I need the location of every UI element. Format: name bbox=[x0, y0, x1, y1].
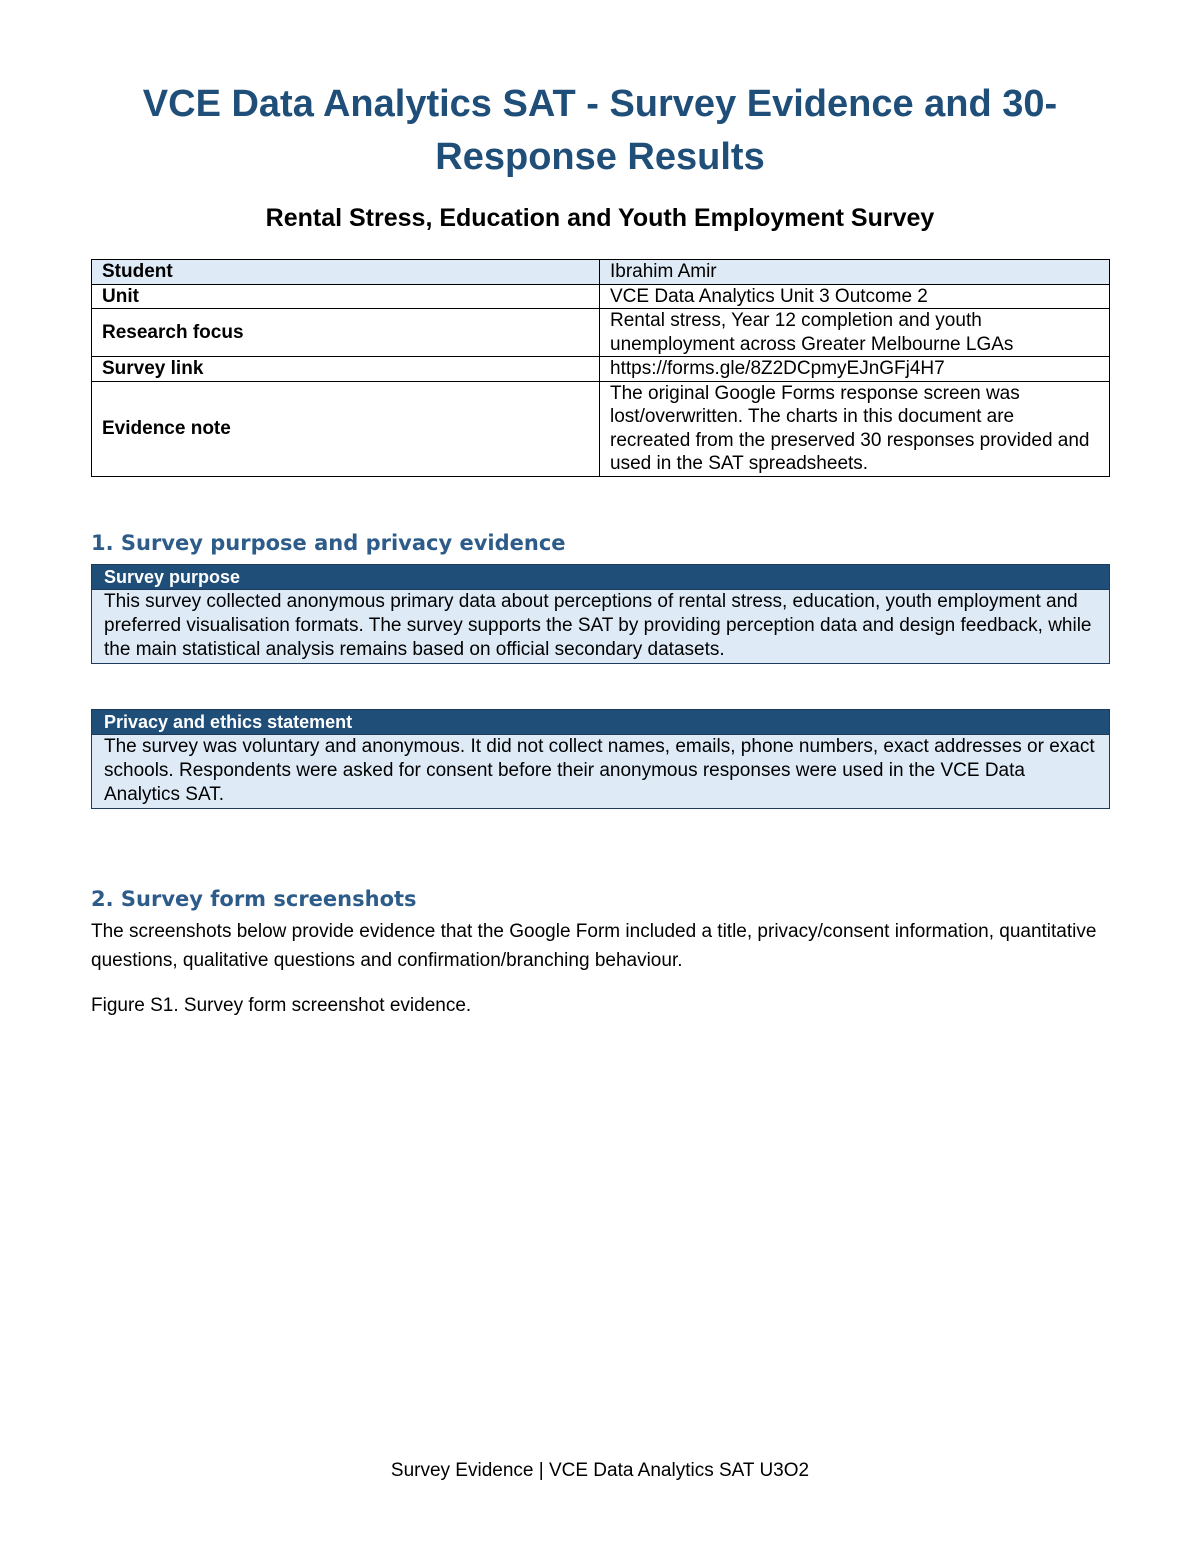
info-label: Student bbox=[92, 260, 600, 285]
info-table bbox=[91, 259, 1110, 477]
privacy-statement-box bbox=[91, 709, 1110, 809]
section-heading-purpose-privacy: 1. Survey purpose and privacy evidence bbox=[91, 531, 566, 555]
section-heading-form-screenshots: 2. Survey form screenshots bbox=[91, 887, 417, 911]
survey-link[interactable]: https://forms.gle/8Z2DCpmyEJnGFj4H7 bbox=[600, 357, 1110, 382]
info-row-survey-link bbox=[92, 357, 1110, 382]
survey-purpose-box bbox=[91, 564, 1110, 664]
page-footer: Survey Evidence | VCE Data Analytics SAT U3O2 bbox=[390, 1460, 810, 1481]
survey-purpose-header: Survey purpose bbox=[92, 565, 1109, 589]
figure-caption: Figure S1. Survey form screenshot evidence. bbox=[91, 995, 472, 1016]
info-value: Ibrahim Amir bbox=[600, 260, 1110, 285]
info-value: Rental stress, Year 12 completion and youth unemployment across Greater Melbourne LGAs bbox=[600, 309, 1110, 357]
info-value: VCE Data Analytics Unit 3 Outcome 2 bbox=[600, 284, 1110, 309]
info-label: Research focus bbox=[92, 309, 600, 357]
survey-purpose-body: This survey collected anonymous primary data about perceptions of rental stress, education, youth employment and preferred visualisation formats. The survey supports the SAT by providing perception data and design feedback, while the main statistical analysis remains based on official secondary datasets. bbox=[92, 589, 1109, 663]
info-label: Survey link bbox=[92, 357, 600, 382]
info-row-evidence-note bbox=[92, 381, 1110, 476]
document-subtitle: Rental Stress, Education and Youth Employment Survey bbox=[265, 204, 935, 232]
document-title: VCE Data Analytics SAT - Survey Evidence and 30-Response Results bbox=[142, 83, 1058, 178]
privacy-statement-header: Privacy and ethics statement bbox=[92, 710, 1109, 734]
info-label: Unit bbox=[92, 284, 600, 309]
info-row-unit bbox=[92, 284, 1110, 309]
info-value: The original Google Forms response screen was lost/overwritten. The charts in this document are recreated from the preserved 30 responses provided and used in the SAT spreadsheets. bbox=[600, 381, 1110, 476]
section-paragraph: The screenshots below provide evidence that the Google Form included a title, privacy/consent information, quantitative questions, qualitative questions and confirmation/branching behaviour. bbox=[91, 921, 1097, 971]
privacy-statement-body: The survey was voluntary and anonymous. It did not collect names, emails, phone numbers, exact addresses or exact schools. Respondents were asked for consent before their anonymous responses were used in the VCE Data Analytics SAT. bbox=[92, 734, 1109, 808]
info-row-student bbox=[92, 260, 1110, 285]
info-row-research-focus bbox=[92, 309, 1110, 357]
info-label: Evidence note bbox=[92, 381, 600, 476]
